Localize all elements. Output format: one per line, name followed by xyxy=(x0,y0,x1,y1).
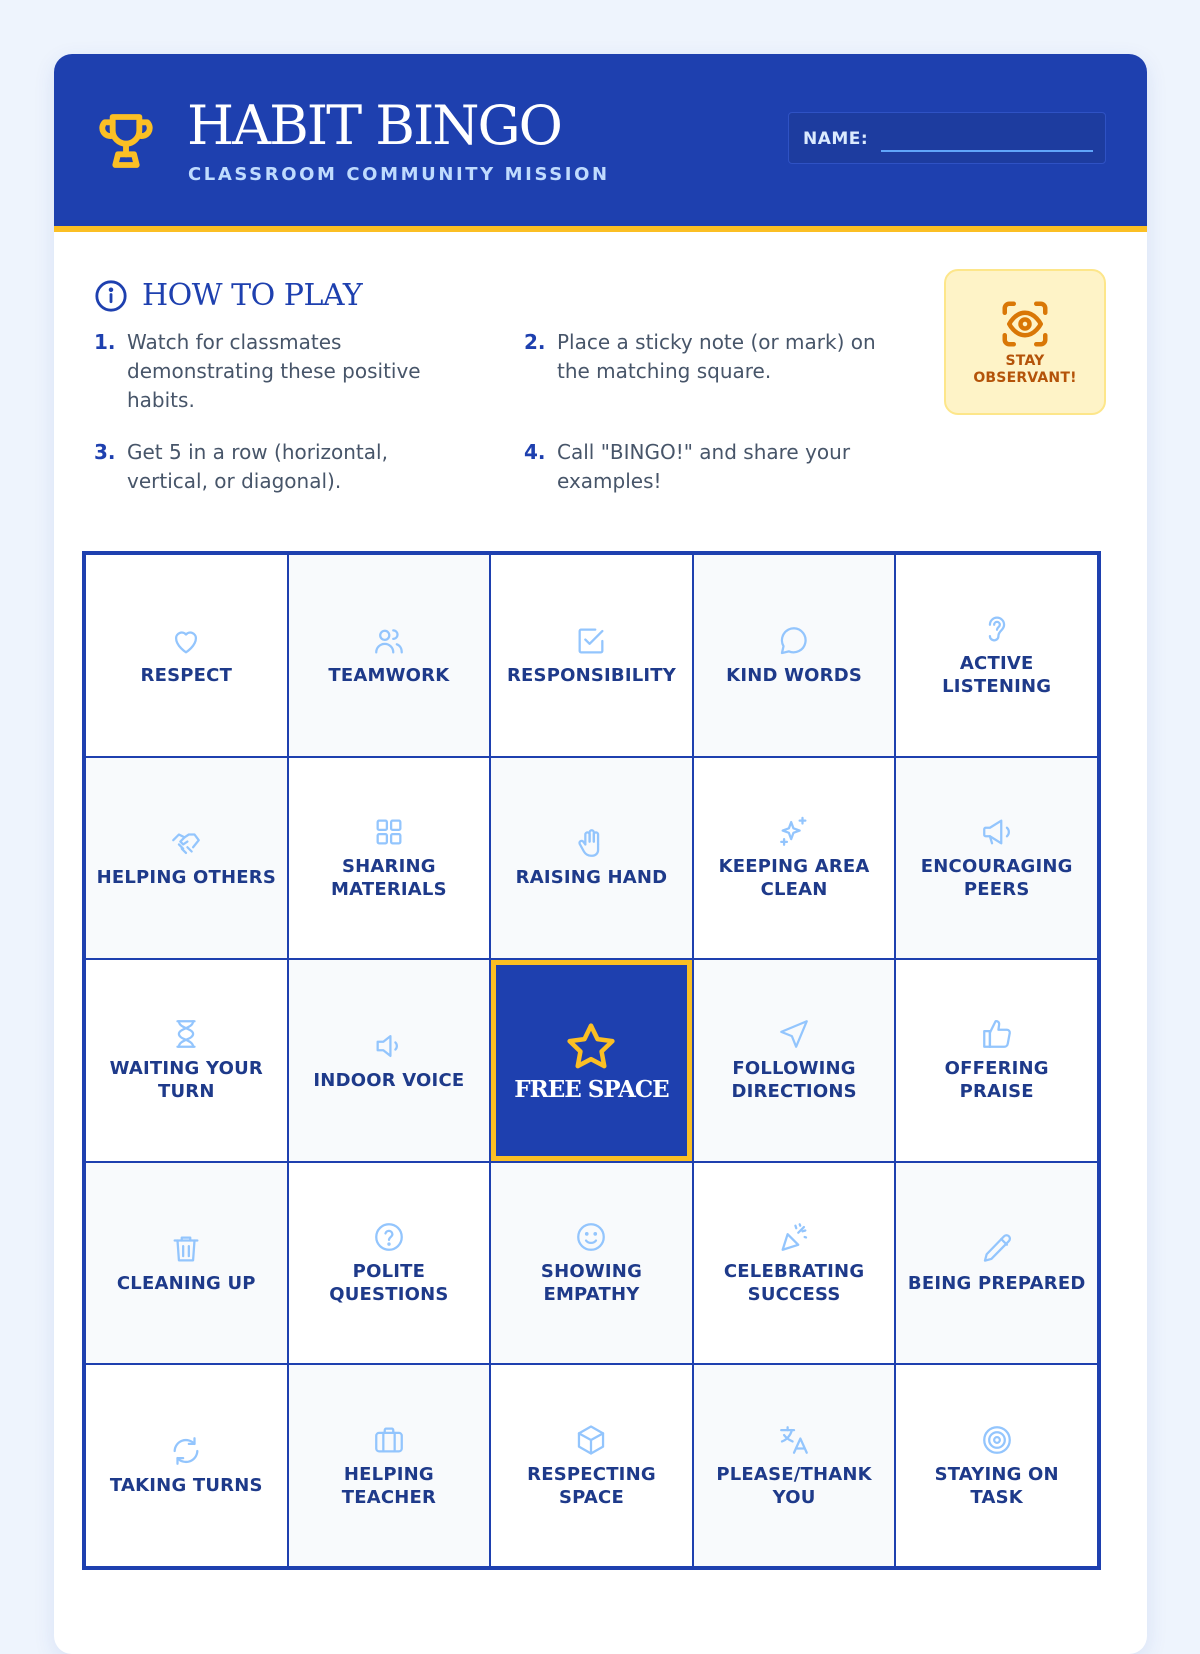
bingo-cell[interactable] xyxy=(694,960,895,1161)
bingo-cell[interactable] xyxy=(896,1365,1097,1566)
bingo-cell-label: POLITE QUESTIONS xyxy=(329,1261,449,1306)
bingo-cell-label: KIND WORDS xyxy=(726,664,863,686)
bingo-cell[interactable] xyxy=(86,1163,287,1364)
bingo-cell-label: RESPECTING SPACE xyxy=(527,1463,656,1508)
trophy-icon xyxy=(94,109,158,173)
bingo-cell[interactable] xyxy=(896,555,1097,756)
step-number: 3. xyxy=(94,440,116,464)
free-space-cell[interactable] xyxy=(491,960,692,1161)
bingo-cell-label: CLEANING UP xyxy=(116,1272,256,1294)
question-circle-icon xyxy=(372,1220,406,1254)
briefcase-icon xyxy=(372,1423,406,1457)
bingo-board xyxy=(82,551,1101,1570)
bingo-cell-label: SHOWING EMPATHY xyxy=(540,1261,643,1306)
bingo-cell-label: SHARING MATERIALS xyxy=(331,855,447,900)
step-number: 1. xyxy=(94,330,116,354)
bingo-cell[interactable] xyxy=(289,555,490,756)
bingo-cell-label: PLEASE/THANK YOU xyxy=(716,1463,872,1508)
navigation-arrow-icon xyxy=(777,1017,811,1051)
smile-icon xyxy=(574,1220,608,1254)
party-popper-icon xyxy=(777,1220,811,1254)
bingo-cell[interactable] xyxy=(86,758,287,959)
bingo-cell-label: RAISING HAND xyxy=(515,867,668,889)
bingo-cell[interactable] xyxy=(694,555,895,756)
hand-icon xyxy=(574,826,608,860)
badge-text: STAY OBSERVANT! xyxy=(973,353,1077,386)
name-label: NAME: xyxy=(803,129,869,149)
hourglass-icon xyxy=(169,1017,203,1051)
bingo-cell-label: RESPONSIBILITY xyxy=(506,664,677,686)
bingo-cell-label: STAYING ON TASK xyxy=(934,1463,1059,1508)
bingo-cell[interactable] xyxy=(491,1365,692,1566)
bingo-cell-label: TEAMWORK xyxy=(328,664,450,686)
how-to-play-heading xyxy=(94,278,362,313)
eye-scan-icon xyxy=(998,297,1052,351)
bingo-cell-label: CELEBRATING SUCCESS xyxy=(723,1261,865,1306)
bingo-cell[interactable] xyxy=(289,758,490,959)
step-text: Place a sticky note (or mark) on the matching square. xyxy=(557,330,876,383)
bingo-cell-label: KEEPING AREA CLEAN xyxy=(718,855,870,900)
name-input-line[interactable] xyxy=(881,150,1093,152)
bingo-cell[interactable] xyxy=(896,960,1097,1161)
bingo-cell-label: WAITING YOUR TURN xyxy=(109,1058,263,1103)
bingo-cell-label: TAKING TURNS xyxy=(109,1475,263,1497)
name-field[interactable] xyxy=(788,112,1106,164)
bingo-cell[interactable] xyxy=(86,555,287,756)
bingo-cell[interactable] xyxy=(289,1163,490,1364)
grid-icon xyxy=(372,815,406,849)
bingo-cell[interactable] xyxy=(694,1163,895,1364)
step-text: Call "BINGO!" and share your examples! xyxy=(557,440,851,493)
bingo-cell-label: FREE SPACE xyxy=(514,1075,669,1103)
step-number: 4. xyxy=(524,440,546,464)
bingo-cell[interactable] xyxy=(896,758,1097,959)
bingo-cell[interactable] xyxy=(491,1163,692,1364)
page-subtitle: CLASSROOM COMMUNITY MISSION xyxy=(188,164,610,185)
page-title: HABIT BINGO xyxy=(187,94,561,157)
thumbs-up-icon xyxy=(980,1017,1014,1051)
star-icon xyxy=(564,1020,618,1074)
bingo-cell-label: OFFERING PRAISE xyxy=(944,1058,1049,1103)
box-icon xyxy=(574,1423,608,1457)
bingo-cell[interactable] xyxy=(694,1365,895,1566)
bingo-cell-label: ENCOURAGING PEERS xyxy=(920,855,1073,900)
handshake-icon xyxy=(169,826,203,860)
bingo-cell[interactable] xyxy=(491,758,692,959)
header xyxy=(54,54,1147,232)
info-icon xyxy=(94,279,128,313)
bingo-cell-label: INDOOR VOICE xyxy=(313,1069,465,1091)
translate-icon xyxy=(777,1423,811,1457)
checkbox-icon xyxy=(574,624,608,658)
speech-bubble-icon xyxy=(777,624,811,658)
bingo-cell-label: RESPECT xyxy=(140,664,233,686)
bingo-cell-label: FOLLOWING DIRECTIONS xyxy=(731,1058,857,1103)
speaker-icon xyxy=(372,1029,406,1063)
megaphone-icon xyxy=(980,815,1014,849)
stay-observant-badge xyxy=(944,269,1106,415)
trash-icon xyxy=(169,1232,203,1266)
bingo-cell-label: HELPING OTHERS xyxy=(96,867,276,889)
how-to-play-title: HOW TO PLAY xyxy=(142,278,363,313)
refresh-icon xyxy=(169,1434,203,1468)
bingo-cell[interactable] xyxy=(86,1365,287,1566)
bingo-cell[interactable] xyxy=(491,555,692,756)
heart-icon xyxy=(169,624,203,658)
step-text: Watch for classmates demonstrating these positive habits. xyxy=(127,330,421,412)
bingo-cell[interactable] xyxy=(289,960,490,1161)
bingo-cell-label: ACTIVE LISTENING xyxy=(942,653,1052,698)
step-number: 2. xyxy=(524,330,546,354)
bingo-card xyxy=(54,54,1147,1654)
bingo-cell[interactable] xyxy=(289,1365,490,1566)
users-icon xyxy=(372,624,406,658)
bingo-cell[interactable] xyxy=(694,758,895,959)
sparkles-icon xyxy=(777,815,811,849)
bingo-cell-label: BEING PREPARED xyxy=(907,1272,1086,1294)
target-icon xyxy=(980,1423,1014,1457)
pencil-icon xyxy=(980,1232,1014,1266)
bingo-cell-label: HELPING TEACHER xyxy=(341,1463,437,1508)
step-text: Get 5 in a row (horizontal, vertical, or diagonal). xyxy=(127,440,388,493)
bingo-cell[interactable] xyxy=(86,960,287,1161)
ear-icon xyxy=(980,612,1014,646)
bingo-cell[interactable] xyxy=(896,1163,1097,1364)
